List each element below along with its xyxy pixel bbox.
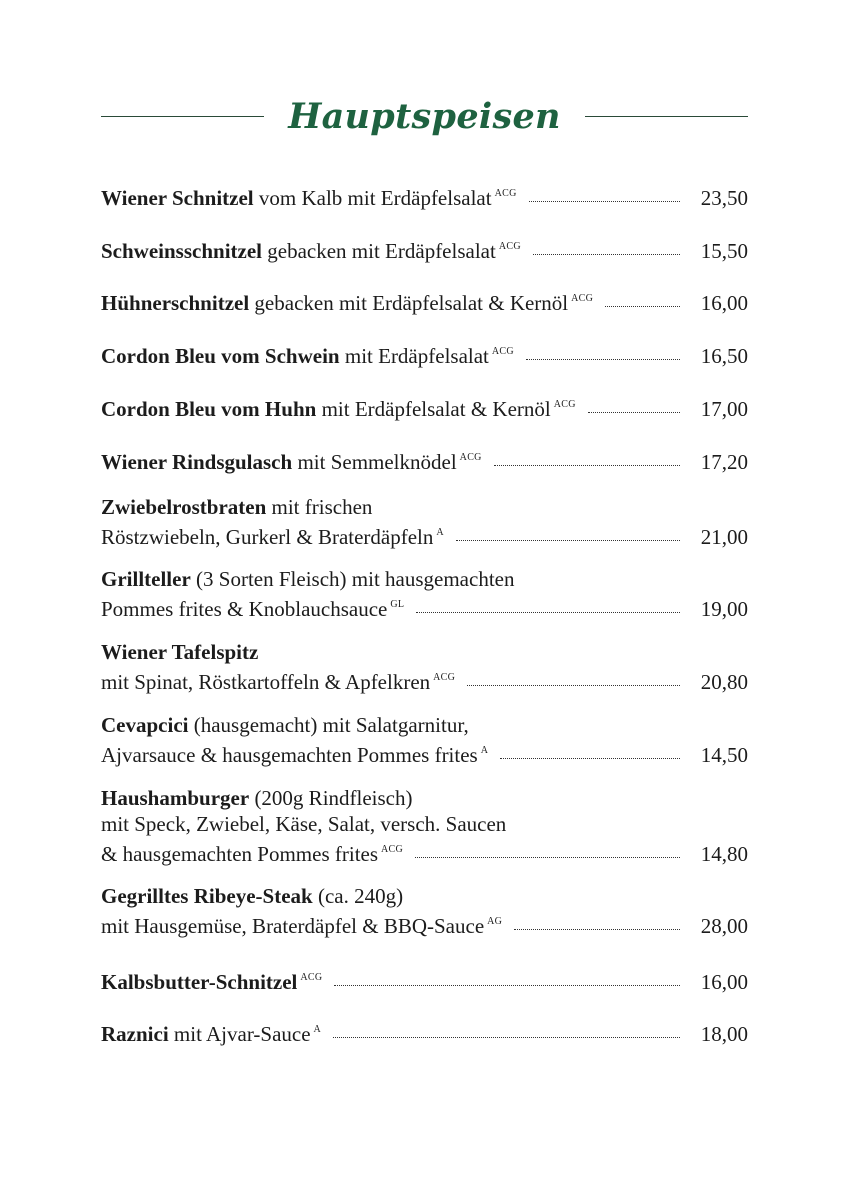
allergen-code: ACG <box>571 293 594 304</box>
dot-leader <box>415 857 680 858</box>
menu-item <box>101 234 748 264</box>
dish-name: Hühnerschnitzel <box>101 291 250 315</box>
allergen-code: ACG <box>494 188 517 199</box>
menu-item <box>101 392 748 422</box>
dot-leader <box>416 612 680 613</box>
dish-price: 19,00 <box>700 597 748 621</box>
dish-price: 14,50 <box>700 743 748 767</box>
allergen-code: ACG <box>381 844 404 855</box>
menu-item <box>101 566 748 622</box>
dot-leader <box>605 306 680 307</box>
allergen-code: ACG <box>553 399 576 410</box>
allergen-code: GL <box>390 599 405 610</box>
dish-price: 17,20 <box>700 450 748 474</box>
dish-name: Haushamburger <box>101 786 250 810</box>
menu-header <box>101 88 748 144</box>
dish-name: Wiener Schnitzel <box>101 186 254 210</box>
allergen-code: ACG <box>491 346 514 357</box>
dish-price: 15,50 <box>700 239 748 263</box>
dot-leader <box>456 540 680 541</box>
dot-leader <box>467 685 680 686</box>
dish-price: 21,00 <box>700 525 748 549</box>
dot-leader <box>494 465 680 466</box>
dish-price: 16,00 <box>700 970 748 994</box>
menu-item <box>101 286 748 316</box>
menu-item <box>101 339 748 369</box>
dish-name: Cordon Bleu vom Schwein <box>101 344 340 368</box>
dish-name: Raznici <box>101 1022 169 1046</box>
allergen-code: ACG <box>300 972 323 983</box>
dot-leader <box>333 1037 680 1038</box>
dish-name: Grillteller <box>101 567 191 591</box>
header-rule-left <box>101 116 264 117</box>
dish-description: vom Kalb mit Erdäpfelsalat <box>253 186 492 210</box>
dish-description: & hausgemachten Pommes frites <box>101 842 379 866</box>
dish-description: (3 Sorten Fleisch) mit hausgemachten <box>190 567 515 591</box>
dish-price: 23,50 <box>700 186 748 210</box>
dish-description: mit Ajvar-Sauce <box>168 1022 311 1046</box>
dish-name: Wiener Rindsgulasch <box>101 450 293 474</box>
dish-description: mit frischen <box>266 495 373 519</box>
menu-item <box>101 965 748 995</box>
menu-item <box>101 785 748 867</box>
dish-name: Cordon Bleu vom Huhn <box>101 397 317 421</box>
dish-description: mit Semmelknödel <box>292 450 457 474</box>
dish-name: Gegrilltes Ribeye-Steak <box>101 884 313 908</box>
header-rule-right <box>585 116 748 117</box>
dot-leader <box>500 758 680 759</box>
dish-price: 16,50 <box>700 344 748 368</box>
dot-leader <box>526 359 680 360</box>
dish-price: 17,00 <box>700 397 748 421</box>
dish-description: mit Erdäpfelsalat & Kernöl <box>316 397 551 421</box>
allergen-code: AG <box>487 916 503 927</box>
dish-description: mit Speck, Zwiebel, Käse, Salat, versch. Saucen <box>101 812 507 836</box>
dish-description: (hausgemacht) mit Salatgarnitur, <box>188 713 469 737</box>
allergen-code: ACG <box>433 672 456 683</box>
allergen-code: A <box>436 527 444 538</box>
menu-item <box>101 445 748 475</box>
allergen-code: ACG <box>459 452 482 463</box>
dot-leader <box>533 254 680 255</box>
dish-description: mit Erdäpfelsalat <box>339 344 489 368</box>
allergen-code: ACG <box>498 241 521 252</box>
dish-price: 18,00 <box>700 1022 748 1046</box>
dish-price: 28,00 <box>700 914 748 938</box>
dish-description: gebacken mit Erdäpfelsalat & Kernöl <box>249 291 569 315</box>
dish-name: Wiener Tafelspitz <box>101 640 259 664</box>
dish-description: Pommes frites & Knoblauchsauce <box>101 597 388 621</box>
dish-description: gebacken mit Erdäpfelsalat <box>262 239 496 263</box>
dish-name: Cevapcici <box>101 713 189 737</box>
dish-price: 14,80 <box>700 842 748 866</box>
dot-leader <box>529 201 680 202</box>
dish-description: (200g Rindfleisch) <box>249 786 413 810</box>
dish-description: Röstzwiebeln, Gurkerl & Braterdäpfeln <box>101 525 434 549</box>
menu-item <box>101 1017 748 1047</box>
dish-price: 16,00 <box>700 291 748 315</box>
dish-description: Ajvarsauce & hausgemachten Pommes frites <box>101 743 478 767</box>
allergen-code: A <box>480 745 489 756</box>
dish-name: Zwiebelrostbraten <box>101 495 267 519</box>
dish-description: mit Hausgemüse, Braterdäpfel & BBQ-Sauce <box>101 914 485 938</box>
menu-item <box>101 883 748 939</box>
menu-item <box>101 639 748 695</box>
dish-description: (ca. 240g) <box>312 884 404 908</box>
dot-leader <box>588 412 680 413</box>
dish-name: Schweinsschnitzel <box>101 239 263 263</box>
page-title: Hauptspeisen <box>288 95 561 137</box>
allergen-code: A <box>313 1024 322 1035</box>
dish-description: mit Spinat, Röstkartoffeln & Apfelkren <box>101 670 431 694</box>
menu-item <box>101 181 748 211</box>
menu-item <box>101 494 748 550</box>
dish-price: 20,80 <box>700 670 748 694</box>
dot-leader <box>334 985 680 986</box>
dot-leader <box>514 929 680 930</box>
menu-item <box>101 712 748 768</box>
dish-name: Kalbsbutter-Schnitzel <box>101 970 298 994</box>
